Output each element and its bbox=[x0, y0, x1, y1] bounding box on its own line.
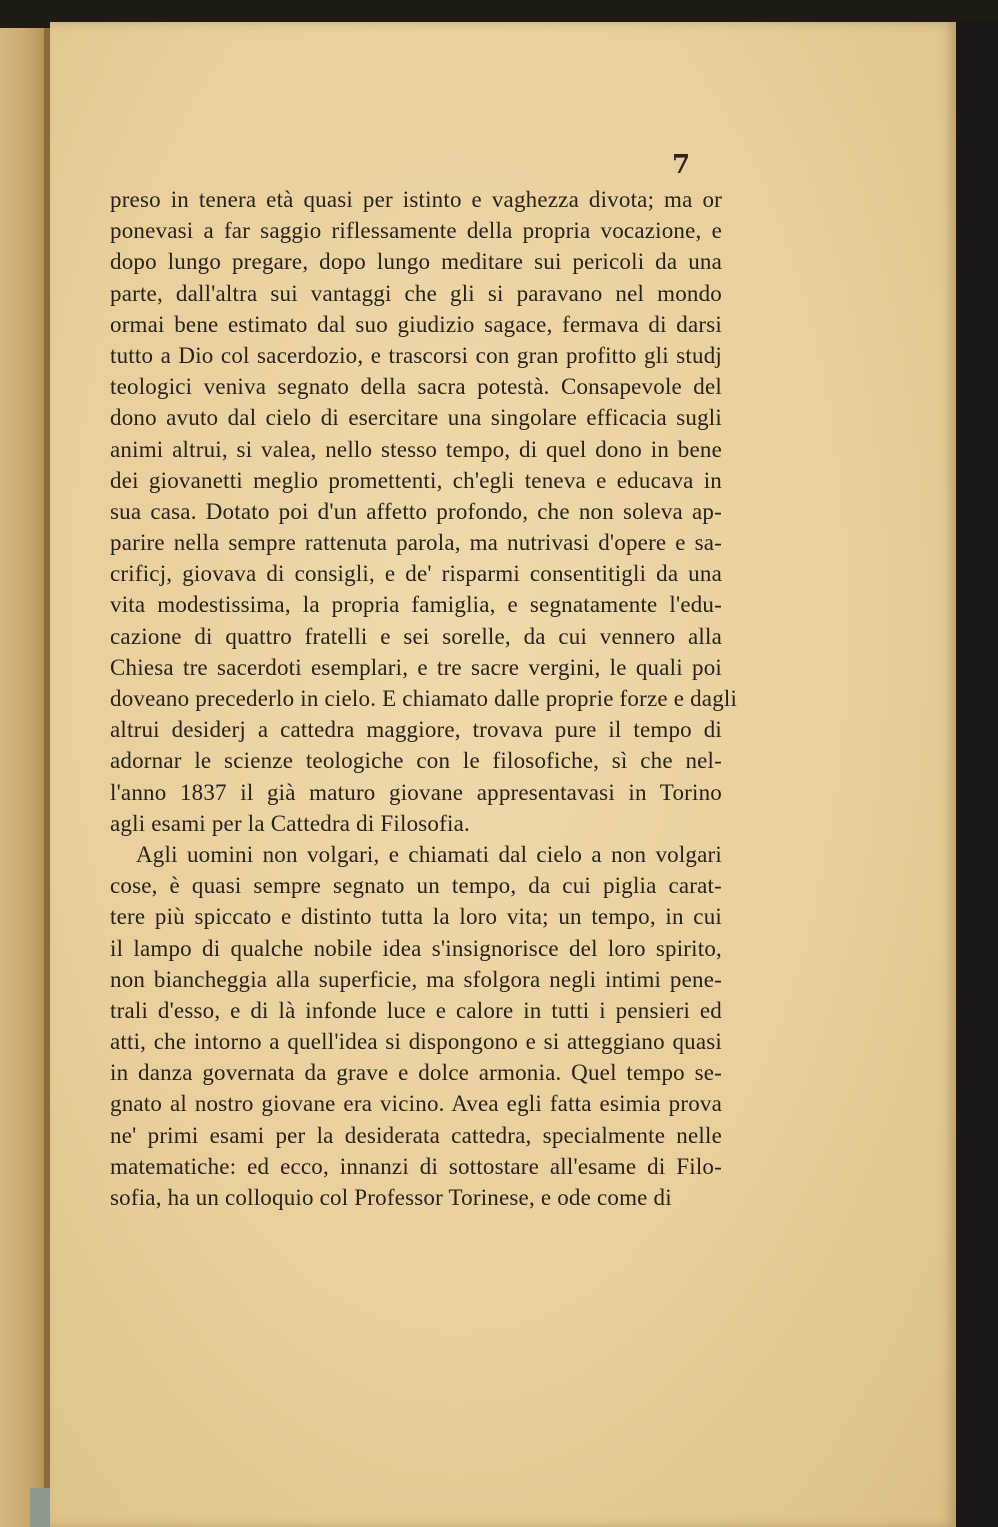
text-line: in danza governata da grave e dolce armonia. Quel tempo se- bbox=[110, 1060, 722, 1086]
text-line: parire nella sempre rattenuta parola, ma nutrivasi d'opere e sa- bbox=[110, 530, 722, 556]
text-line: adornar le scienze teologiche con le filosofiche, sì che nel- bbox=[110, 748, 722, 774]
text-line: gnato al nostro giovane era vicino. Avea egli fatta esimia prova bbox=[110, 1091, 722, 1117]
text-line: matematiche: ed ecco, innanzi di sottostare all'esame di Filo- bbox=[110, 1153, 722, 1179]
text-line: agli esami per la Cattedra di Filosofia. bbox=[110, 810, 470, 836]
text-line: tutto a Dio col sacerdozio, e trascorsi con gran profitto gli studj bbox=[110, 342, 722, 368]
text-line: l'anno 1837 il già maturo giovane appresentavasi in Torino bbox=[110, 779, 722, 805]
text-line: doveano precederlo in cielo. E chiamato dalle proprie forze e dagli bbox=[110, 686, 738, 711]
text-line: dono avuto dal cielo di esercitare una singolare efficacia sugli bbox=[110, 405, 722, 431]
text-line: sua casa. Dotato poi d'un affetto profondo, che non soleva ap- bbox=[110, 498, 722, 524]
text-line: vita modestissima, la propria famiglia, e segnatamente l'edu- bbox=[110, 592, 722, 618]
text-line: atti, che intorno a quell'idea si dispongono e si atteggiano quasi bbox=[110, 1029, 722, 1055]
page-right-margin bbox=[956, 22, 998, 1527]
body-text bbox=[110, 184, 738, 1213]
text-line: ponevasi a far saggio riflessamente della propria vocazione, e bbox=[110, 218, 722, 244]
text-line: parte, dall'altra sui vantaggi che gli si paravano nel mondo bbox=[110, 280, 722, 306]
text-line: trali d'esso, e di là infonde luce e calore in tutti i pensieri ed bbox=[110, 997, 722, 1023]
text-line: Chiesa tre sacerdoti esemplari, e tre sacre vergini, le quali poi bbox=[110, 654, 722, 680]
text-line: altrui desiderj a cattedra maggiore, trovava pure il tempo di bbox=[110, 717, 722, 743]
text-line: non biancheggia alla superficie, ma sfolgora negli intimi pene- bbox=[110, 966, 722, 992]
text-line: tere più spiccato e distinto tutta la loro vita; un tempo, in cui bbox=[110, 904, 722, 930]
text-line: teologici veniva segnato della sacra potestà. Consapevole del bbox=[110, 374, 722, 400]
text-line: preso in tenera età quasi per istinto e vaghezza divota; ma or bbox=[110, 187, 722, 212]
text-line: dei giovanetti meglio promettenti, ch'egli teneva e educava in bbox=[110, 467, 722, 493]
text-line: dopo lungo pregare, dopo lungo meditare sui pericoli da una bbox=[110, 249, 722, 275]
text-line: ormai bene estimato dal suo giudizio sagace, fermava di darsi bbox=[110, 311, 722, 337]
text-line: Agli uomini non volgari, e chiamati dal cielo a non volgari bbox=[136, 841, 722, 867]
text-line: ne' primi esami per la desiderata cattedra, specialmente nelle bbox=[110, 1122, 722, 1148]
text-line: il lampo di qualche nobile idea s'insignorisce del loro spirito, bbox=[110, 935, 722, 961]
text-line: cazione di quattro fratelli e sei sorelle, da cui vennero alla bbox=[110, 623, 722, 649]
text-line: crificj, giovava di consigli, e de' risparmi consentitigli da una bbox=[110, 561, 722, 587]
text-line: animi altrui, si valea, nello stesso tempo, di quel dono in bene bbox=[110, 436, 722, 462]
text-line: cose, è quasi sempre segnato un tempo, da cui piglia carat- bbox=[110, 873, 722, 899]
text-line: sofia, ha un colloquio col Professor Torinese, e ode come di bbox=[110, 1185, 672, 1210]
page-number: 7 bbox=[672, 150, 691, 180]
facing-page-edge bbox=[0, 28, 48, 1527]
